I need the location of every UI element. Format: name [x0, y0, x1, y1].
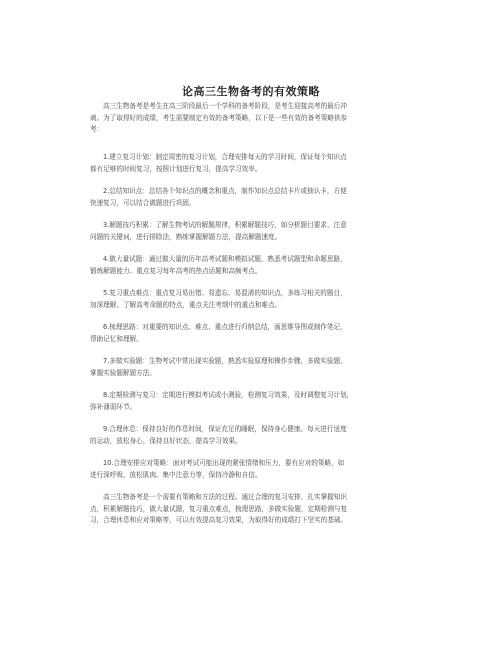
list-item: [90, 322, 420, 345]
list-item: [90, 254, 420, 277]
text-line: 高三生物备考是一个需要有策略和方法的过程。通过合理的复习安排，扎实掌握知识: [103, 493, 347, 501]
list-item: [90, 356, 420, 379]
text-line: 帮助记忆和理解。: [90, 334, 143, 343]
text-line: 1.建立复习计划：制定周密的复习计划，合理安排每天的学习时间，保证每个知识点: [103, 153, 347, 161]
text-line: 高三生物备考是考生在高三阶段最后一个学科的备考阶段，是考生迎接高考的最后冲: [103, 102, 347, 110]
text-line: 刺。为了取得好的成绩，考生需要制定有效的备考策略，以下是一些有效的备考策略供参: [90, 113, 348, 122]
text-line: 7.多做实验题：生物考试中常出现实验题，熟悉实验原理和操作步骤，多做实验题，: [103, 357, 347, 365]
text-line: 都有足够的时间复习，按照计划进行复习，提高学习效率。: [90, 164, 262, 173]
text-line: 3.解题技巧积累：了解生物考试的解题规律，积累解题技巧，如分析题目要求、注意: [103, 221, 347, 229]
text-line: 习，合理休息和应对策略等，可以有效提高复习效果，为取得好的成绩打下坚实的基础。: [90, 516, 348, 524]
intro-paragraph: [90, 101, 420, 136]
conclusion-paragraph: [90, 492, 420, 527]
text-line: 2.总结知识点：总结各个知识点的概念和重点，制作知识点总结卡片或抽认卡，方便: [103, 187, 347, 195]
text-line: 6.梳理思路：对重要的知识点、难点、重点进行归纳总结，画思维导图或制作笔记，: [103, 323, 347, 331]
text-line: 10.合理安排应对策略：面对考试可能出现的紧张情绪和压力，要有应对的策略，如: [103, 459, 345, 467]
text-line: 锻炼解题能力。重点复习每年高考的热点话题和高频考点。: [90, 266, 262, 275]
list-item: [90, 186, 420, 209]
text-line: 8.定期检测与复习：定期进行模拟考试或小测验，检测复习效果，及时调整复习计划，: [103, 391, 354, 399]
text-line: 5.复习重点难点：重点复习易出错、易遗忘、易混淆的知识点，多练习相关的题目，: [103, 289, 347, 297]
text-line: 进行深呼吸、放松肌肉、集中注意力等，保持冷静和自信。: [90, 470, 262, 479]
list-item: [90, 220, 420, 243]
text-line: 加深理解。了解高考命题的特点，重点关注考纲中的重点和难点。: [90, 300, 282, 309]
text-line: 点，积累解题技巧，做大量试题，复习重点难点，梳理思路，多做实验题，定期检测与复: [90, 504, 348, 513]
text-line: 的运动，放松身心，保持良好状态，提高学习效果。: [90, 436, 242, 445]
list-item: [90, 424, 420, 447]
list-item: [90, 458, 420, 481]
text-line: 快速复习，可以结合做题进行巩固。: [90, 198, 196, 207]
text-line: 掌握实验题解题方法。: [90, 368, 156, 377]
list-item: [90, 152, 420, 175]
text-line: 问题的关键词，进行排除法，熟练掌握解题方法，提高解题速度。: [90, 232, 282, 241]
text-line: 弥补薄弱环节。: [90, 402, 137, 411]
text-line: 考：: [90, 125, 104, 133]
list-item: [90, 288, 420, 311]
document-title: 论高三生物备考的有效策略: [182, 85, 320, 98]
text-line: 9.合理休息：保持良好的作息时间，保证充足的睡眠，保持身心健康。每天进行适度: [103, 425, 347, 433]
list-item: [90, 390, 420, 413]
text-line: 4.做大量试题：通过做大量的历年高考试题和模拟试题，熟悉考试题型和命题思路，: [103, 255, 347, 263]
